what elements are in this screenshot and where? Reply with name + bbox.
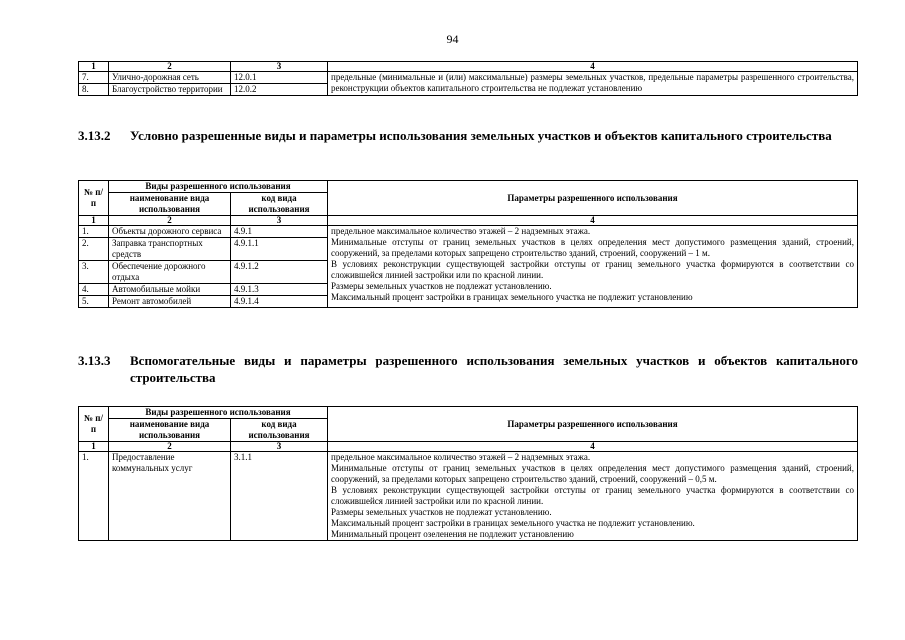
parameters-cell: предельные (минимальные и (или) максимальные) размеры земельных участков, предельные параметры разрешенного строительства, реконструкции объектов капитального строительства не подлежат установлению bbox=[328, 72, 858, 96]
use-name: Ремонт автомобилей bbox=[109, 296, 231, 308]
row-number: 1. bbox=[79, 226, 109, 238]
header-number: 3 bbox=[231, 62, 328, 72]
section-number: 3.13.3 bbox=[78, 353, 111, 368]
row-number: 4. bbox=[79, 284, 109, 296]
use-name: Обеспечение дорожного отдыха bbox=[109, 261, 231, 284]
row-number: 1. bbox=[79, 452, 109, 541]
header-number: 3 bbox=[231, 442, 328, 452]
param-line: В условиях реконструкции существующей застройки отступы от границ земельного участка формируются в соответствии со сложившейся линией застройки или по красной линии. bbox=[331, 485, 854, 506]
param-line: Максимальный процент застройки в границах земельного участка не подлежит установлению bbox=[331, 292, 693, 302]
header-number: 2 bbox=[109, 216, 231, 226]
use-name: Улично-дорожная сеть bbox=[109, 72, 231, 84]
param-line: В условиях реконструкции существующей застройки отступы от границ земельного участка формируются в соответствии со сложившейся линией застройки или по красной линии. bbox=[331, 259, 854, 280]
table-header-numbers bbox=[79, 62, 858, 72]
use-code: 4.9.1.4 bbox=[231, 296, 328, 308]
use-code: 4.9.1.1 bbox=[231, 238, 328, 261]
section-number: 3.13.2 bbox=[78, 128, 111, 143]
param-line: Минимальные отступы от границ земельных участков в целях определения мест допустимого размещения зданий, строений, сооружений, за пределами которых запрещено строительство зданий, строений, сооружений – 0,5 м. bbox=[331, 463, 854, 484]
use-name: Предоставление коммунальных услуг bbox=[109, 452, 231, 541]
param-line: Минимальный процент озеленения не подлежит установлению bbox=[331, 529, 574, 539]
row-number: 3. bbox=[79, 261, 109, 284]
header-number: 1 bbox=[79, 62, 109, 72]
use-name: Благоустройство территории bbox=[109, 84, 231, 96]
table-conditional-uses bbox=[78, 180, 858, 308]
param-line: Размеры земельных участков не подлежат установлению. bbox=[331, 281, 552, 291]
use-name: Автомобильные мойки bbox=[109, 284, 231, 296]
section-heading-3-13-2 bbox=[78, 127, 858, 144]
section-title: Условно разрешенные виды и параметры использования земельных участков и объектов капитального строительства bbox=[130, 128, 832, 143]
table-header-numbers bbox=[79, 442, 858, 452]
col-header-number: № п/п bbox=[79, 407, 109, 442]
param-line: предельное максимальное количество этажей – 2 надземных этажа. bbox=[331, 452, 591, 462]
table-header-row bbox=[79, 181, 858, 193]
table-row bbox=[79, 72, 858, 84]
col-header-group: Виды разрешенного использования bbox=[109, 181, 328, 193]
page-number: 94 bbox=[446, 32, 459, 46]
table-header-numbers bbox=[79, 216, 858, 226]
col-header-name: наименование вида использования bbox=[109, 193, 231, 216]
row-number: 5. bbox=[79, 296, 109, 308]
col-header-name: наименование вида использования bbox=[109, 419, 231, 442]
use-code: 3.1.1 bbox=[231, 452, 328, 541]
parameters-cell bbox=[328, 452, 858, 541]
use-code: 4.9.1.3 bbox=[231, 284, 328, 296]
section-title: Вспомогательные виды и параметры разрешенного использования земельных участков и объектов капитального строительства bbox=[130, 353, 858, 385]
param-line: Минимальные отступы от границ земельных участков в целях определения мест допустимого размещения зданий, строений, сооружений, за пределами которых запрещено строительство зданий, строений, сооружений – 1 м. bbox=[331, 237, 854, 258]
table-row bbox=[79, 226, 858, 238]
col-header-code: код вида использования bbox=[231, 193, 328, 216]
use-code: 4.9.1 bbox=[231, 226, 328, 238]
table-header-row bbox=[79, 407, 858, 419]
table-continued bbox=[78, 61, 858, 96]
col-header-group: Виды разрешенного использования bbox=[109, 407, 328, 419]
use-code: 12.0.2 bbox=[231, 84, 328, 96]
header-number: 1 bbox=[79, 216, 109, 226]
col-header-params: Параметры разрешенного использования bbox=[328, 181, 858, 216]
table-auxiliary-uses bbox=[78, 406, 858, 541]
param-line: Размеры земельных участков не подлежат установлению. bbox=[331, 507, 552, 517]
parameters-cell bbox=[328, 226, 858, 308]
header-number: 4 bbox=[328, 62, 858, 72]
section-heading-3-13-3 bbox=[78, 352, 858, 386]
param-line: Максимальный процент застройки в границах земельного участка не подлежит установлению. bbox=[331, 518, 695, 528]
header-number: 3 bbox=[231, 216, 328, 226]
use-code: 4.9.1.2 bbox=[231, 261, 328, 284]
col-header-number: № п/п bbox=[79, 181, 109, 216]
use-name: Объекты дорожного сервиса bbox=[109, 226, 231, 238]
col-header-params: Параметры разрешенного использования bbox=[328, 407, 858, 442]
col-header-code: код вида использования bbox=[231, 419, 328, 442]
row-number: 8. bbox=[79, 84, 109, 96]
header-number: 2 bbox=[109, 442, 231, 452]
use-code: 12.0.1 bbox=[231, 72, 328, 84]
table-row bbox=[79, 452, 858, 541]
param-line: предельное максимальное количество этажей – 2 надземных этажа. bbox=[331, 226, 591, 236]
header-number: 4 bbox=[328, 442, 858, 452]
row-number: 2. bbox=[79, 238, 109, 261]
header-number: 2 bbox=[109, 62, 231, 72]
row-number: 7. bbox=[79, 72, 109, 84]
use-name: Заправка транспортных средств bbox=[109, 238, 231, 261]
header-number: 4 bbox=[328, 216, 858, 226]
header-number: 1 bbox=[79, 442, 109, 452]
